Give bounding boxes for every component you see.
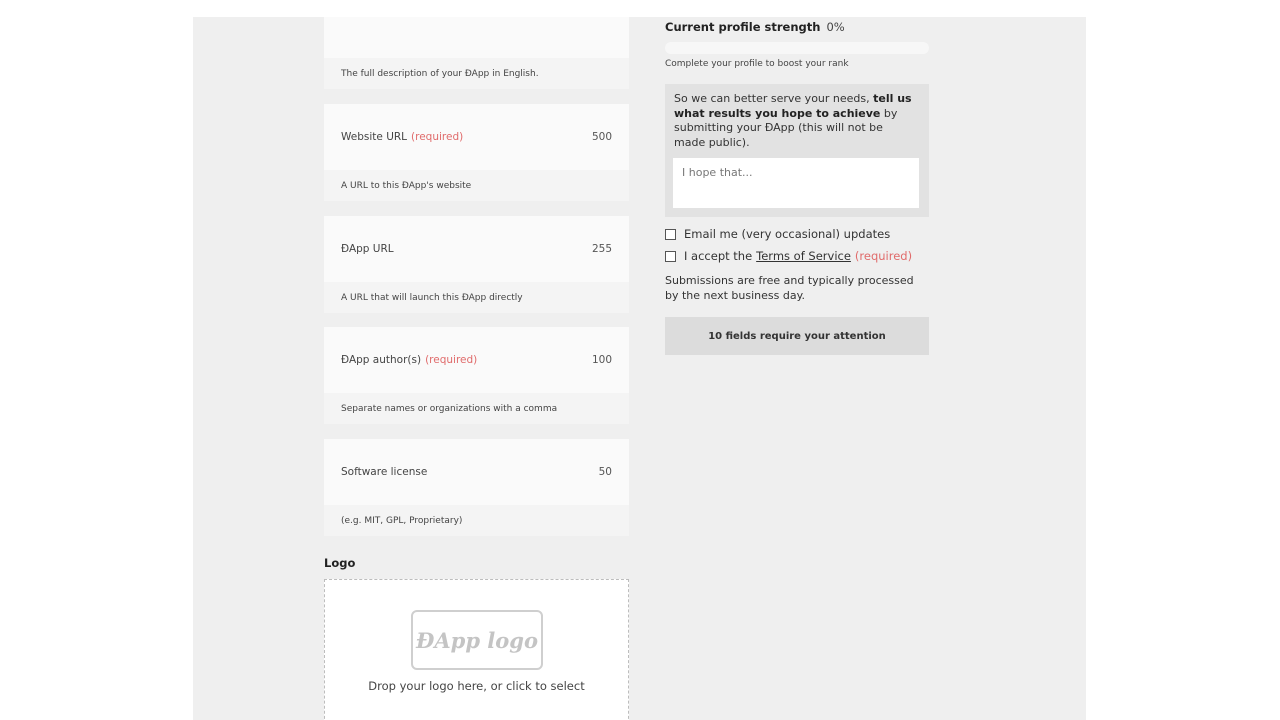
logo-dropzone[interactable]	[324, 579, 629, 720]
email-updates-checkbox[interactable]	[665, 229, 676, 240]
results-input[interactable]	[673, 158, 919, 208]
software-license-input[interactable]	[324, 439, 629, 505]
email-updates-option[interactable]	[665, 227, 890, 241]
results-prompt-bold: tell us what results you hope to achieve	[674, 92, 912, 120]
submission-note: Submissions are free and typically processed by the next business day.	[665, 274, 914, 302]
dapp-authors-help: Separate names or organizations with a comma	[324, 393, 629, 424]
results-prompt	[674, 92, 914, 150]
website-url-field	[324, 104, 629, 201]
logo-label: Logo	[324, 556, 356, 570]
profile-strength-hint: Complete your profile to boost your rank	[665, 59, 849, 69]
terms-option[interactable]	[665, 249, 912, 263]
submit-button[interactable]: 10 fields require your attention	[665, 317, 929, 355]
results-prompt-end: by submitting your ĐApp (this will not be made public).	[674, 106, 898, 149]
profile-strength-value: 0%	[826, 20, 845, 34]
description-help: The full description of your ĐApp in English.	[324, 58, 629, 89]
logo-drop-text: Drop your logo here, or click to select	[368, 679, 585, 693]
website-url-label: Website URL	[341, 131, 408, 143]
profile-strength-label: Current profile strength	[665, 20, 821, 34]
website-url-help: A URL to this ĐApp's website	[324, 170, 629, 201]
terms-prefix: I accept the	[684, 249, 753, 263]
website-url-input[interactable]	[324, 104, 629, 170]
description-field-card	[324, 17, 629, 89]
required-marker: (required)	[411, 131, 464, 143]
dapp-authors-field	[324, 327, 629, 424]
dapp-url-field	[324, 216, 629, 313]
software-license-field	[324, 439, 629, 536]
required-marker: (required)	[425, 354, 478, 366]
required-marker: (required)	[854, 249, 913, 263]
dapp-url-label: ĐApp URL	[341, 243, 394, 255]
char-count: 500	[591, 131, 612, 143]
char-count: 255	[591, 243, 612, 255]
software-license-label: Software license	[341, 466, 428, 478]
description-textarea[interactable]	[324, 17, 629, 58]
profile-strength	[665, 20, 845, 34]
char-count: 50	[598, 466, 612, 478]
results-prompt-start: So we can better serve your needs,	[674, 92, 874, 105]
profile-strength-bar	[665, 42, 929, 54]
dapp-url-help: A URL that will launch this ĐApp directly	[324, 282, 629, 313]
logo-placeholder: ĐApp logo	[411, 610, 543, 670]
terms-checkbox[interactable]	[665, 251, 676, 262]
char-count: 100	[591, 354, 612, 366]
email-updates-label: Email me (very occasional) updates	[684, 227, 891, 241]
dapp-url-input[interactable]	[324, 216, 629, 282]
dapp-authors-input[interactable]	[324, 327, 629, 393]
dapp-authors-label: ĐApp author(s)	[341, 354, 422, 366]
terms-of-service-link[interactable]: Terms of Service	[756, 249, 851, 263]
software-license-help: (e.g. MIT, GPL, Proprietary)	[324, 505, 629, 536]
results-box	[665, 84, 929, 217]
